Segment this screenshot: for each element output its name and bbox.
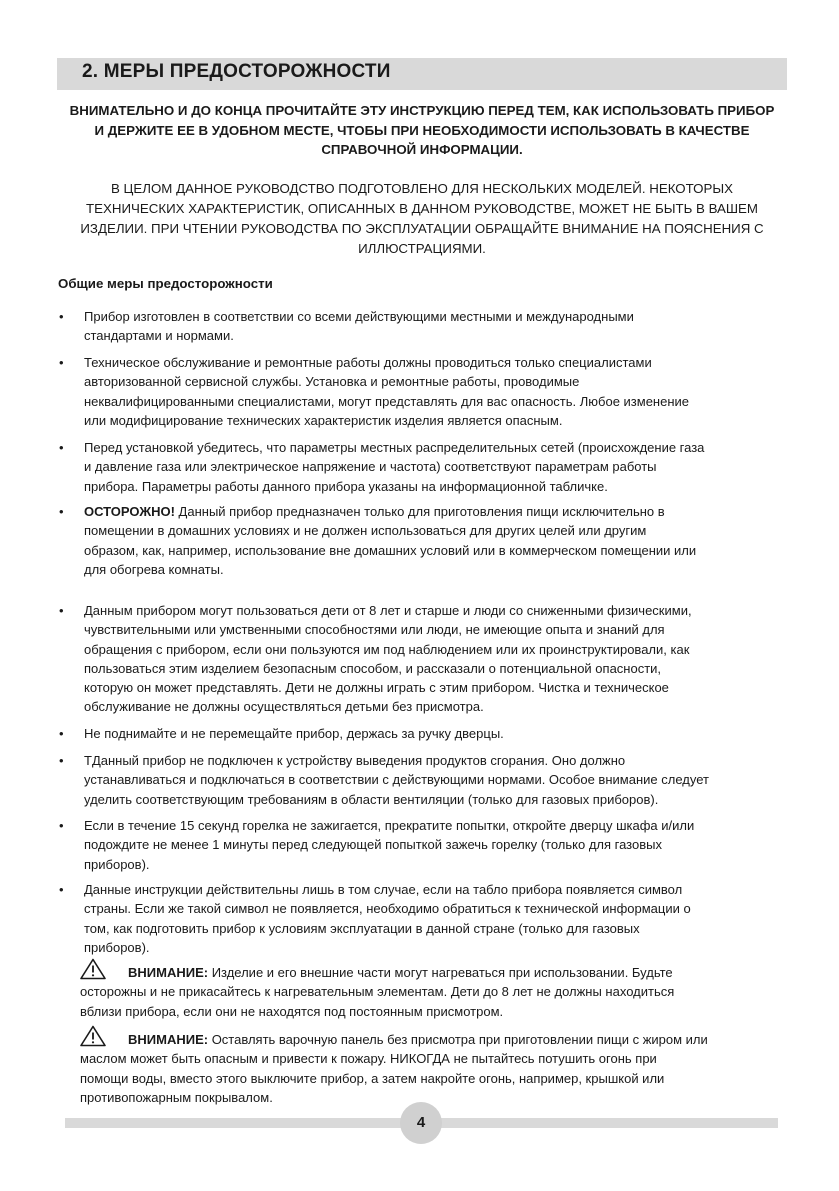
bullet-line: Данный прибор предназначен только для приготовления пищи исключительно в [174, 504, 665, 519]
page-number: 4 [400, 1102, 442, 1144]
bullet-icon: • [59, 818, 64, 833]
warning-label: ВНИМАНИЕ: [128, 1032, 209, 1047]
bullet-line: страны. Если же такой символ не появляется, необходимо обратиться к технической информации о [84, 901, 691, 917]
warning-triangle-icon [80, 1025, 106, 1047]
bullet-icon: • [59, 882, 64, 897]
warning-label: ВНИМАНИЕ: [128, 965, 209, 980]
bullet-line: образом, как, например, использование вне домашних условий или в коммерческом помещении или [84, 542, 697, 558]
warning-line: осторожны и не прикасайтесь к нагревательным элементам. Дети до 8 лет не должны находиться [80, 984, 675, 1000]
bullet-line: TДанный прибор не подключен к устройству выведения продуктов сгорания. Оно должно [84, 753, 626, 768]
page-title: 2. МЕРЫ ПРЕДОСТОРОЖНОСТИ [82, 61, 391, 82]
bullet-item [58, 816, 786, 874]
intro-line: ИЗДЕЛИИ. ПРИ ЧТЕНИИ РУКОВОДСТВА ПО ЭКСПЛУАТАЦИИ ОБРАЩАЙТЕ ВНИМАНИЕ НА ПОЯСНЕНИЯ С [80, 221, 764, 236]
warning-block [80, 963, 790, 1021]
bullet-item [58, 438, 786, 496]
bullet-item [58, 724, 786, 743]
bullet-line: авторизованной сервисной службы. Установка и ремонтные работы, проводимые [84, 374, 580, 390]
bullet-line: уделить соответствующим требованиям в области вентиляции (только для газовых приборов). [84, 791, 659, 807]
bullet-line: Если в течение 15 секунд горелка не зажигается, прекратите попытки, откройте дверцу шкафа и/или [84, 818, 695, 833]
warning-block [80, 1030, 790, 1107]
bullet-line: пользоваться этим изделием безопасным способом, и рассказали о потенциальной опасности, [84, 660, 662, 676]
intro-bold-paragraph [58, 101, 786, 160]
bullet-line: Техническое обслуживание и ремонтные работы должны проводиться только специалистами [84, 355, 652, 370]
warning-line: маслом может быть опасным и привести к пожару. НИКОГДА не пытайтесь потушить огонь при [80, 1051, 657, 1067]
warning-line: Оставлять варочную панель без присмотра при приготовлении пищи с жиром или [208, 1032, 708, 1047]
intro-line: ИЛЛЮСТРАЦИЯМИ. [358, 241, 486, 256]
bullet-line: том, как подготовить прибор к условиям эксплуатации в данной стране (только для газовых [84, 920, 640, 936]
bullet-icon: • [59, 309, 64, 324]
bullet-item [58, 751, 786, 809]
bullet-line: и давление газа или электрическое напряжение и частота) соответствуют параметрам работы [84, 459, 657, 475]
intro-line: В ЦЕЛОМ ДАННОЕ РУКОВОДСТВО ПОДГОТОВЛЕНО ДЛЯ НЕСКОЛЬКИХ МОДЕЛЕЙ. НЕКОТОРЫХ [110, 181, 734, 196]
intro-bold-line: СПРАВОЧНОЙ ИНФОРМАЦИИ. [321, 142, 523, 157]
warning-line: помощи воды, вместо этого выключите прибор, а затем накройте огонь, например, крышкой или [80, 1070, 665, 1086]
bullet-line: для обогрева комнаты. [84, 561, 224, 577]
bullet-icon: • [59, 726, 64, 741]
bullet-icon: • [59, 753, 64, 768]
bullet-line: Данным прибором могут пользоваться дети от 8 лет и старше и люди со сниженными физическими, [84, 603, 692, 618]
bullet-line: помещении в домашних условиях и не должен использоваться для других целей или другим [84, 523, 647, 539]
bullet-icon: • [59, 440, 64, 455]
bullet-line: Данные инструкции действительны лишь в том случае, если на табло прибора появляется символ [84, 882, 683, 897]
bullet-line: которую он может представлять. Дети не должны играть с этим прибором. Чистка и техническое [84, 680, 669, 696]
intro-bold-line: И ДЕРЖИТЕ ЕЕ В УДОБНОМ МЕСТЕ, ЧТОБЫ ПРИ НЕОБХОДИМОСТИ ИСПОЛЬЗОВАТЬ В КАЧЕСТВЕ [94, 122, 750, 138]
intro-line: ТЕХНИЧЕСКИХ ХАРАКТЕРИСТИК, ОПИСАННЫХ В ДАННОМ РУКОВОДСТВЕ, МОЖЕТ НЕ БЫТЬ В ВАШЕМ [85, 201, 759, 216]
bullet-line: стандартами и нормами. [84, 328, 234, 344]
warning-line: противопожарным покрывалом. [80, 1089, 273, 1105]
intro-paragraph [58, 179, 786, 259]
warning-line: вблизи прибора, если они не находятся под постоянным присмотром. [80, 1003, 504, 1019]
bullet-line: обслуживание не должны осуществляться детьми без присмотра. [84, 699, 484, 715]
warning-triangle-icon [80, 958, 106, 980]
bullet-line: приборов). [84, 939, 150, 955]
caution-label: ОСТОРОЖНО! [84, 504, 175, 519]
bullet-icon: • [59, 355, 64, 370]
bullet-line: Не поднимайте и не перемещайте прибор, держась за ручку дверцы. [84, 726, 504, 741]
bullet-line: прибора. Параметры работы данного прибора указаны на информационной табличке. [84, 478, 608, 494]
warning-line: Изделие и его внешние части могут нагреваться при использовании. Будьте [208, 965, 673, 980]
bullet-line: Прибор изготовлен в соответствии со всеми действующими местными и международными [84, 309, 634, 324]
bullet-line: приборов). [84, 856, 150, 872]
bullet-line: или модифицирование технических характеристик изделия является опасным. [84, 412, 563, 428]
bullet-item [58, 353, 786, 430]
bullet-icon: • [59, 603, 64, 618]
bullet-icon: • [59, 504, 64, 519]
bullet-line: Перед установкой убедитесь, что параметры местных распределительных сетей (происхождение газа [84, 440, 705, 455]
bullet-line: чувствительными или умственными способностями или люди, не имеющие опыта и знаний для [84, 622, 665, 638]
bullet-line: неквалифицированными специалистами, могут представлять для вас опасность. Любое изменение [84, 393, 690, 409]
bullet-item [58, 601, 786, 717]
bullet-line: подождите не менее 1 минуты перед следующей попыткой зажечь горелку (только для газовых [84, 837, 662, 853]
bullet-line: обращения с прибором, если они пользуются им под наблюдением или их проинструктировали, как [84, 641, 690, 657]
bullet-line: устанавливаться и подключаться в соответствии с действующими нормами. Особое внимание следует [84, 772, 709, 788]
section-title: Общие меры предосторожности [58, 276, 273, 291]
bullet-item [58, 307, 786, 346]
intro-bold-line: ВНИМАТЕЛЬНО И ДО КОНЦА ПРОЧИТАЙТЕ ЭТУ ИНСТРУКЦИЮ ПЕРЕД ТЕМ, КАК ИСПОЛЬЗОВАТЬ ПРИБОР [69, 103, 775, 118]
bullet-item-caution [58, 502, 786, 579]
bullet-item [58, 880, 786, 957]
